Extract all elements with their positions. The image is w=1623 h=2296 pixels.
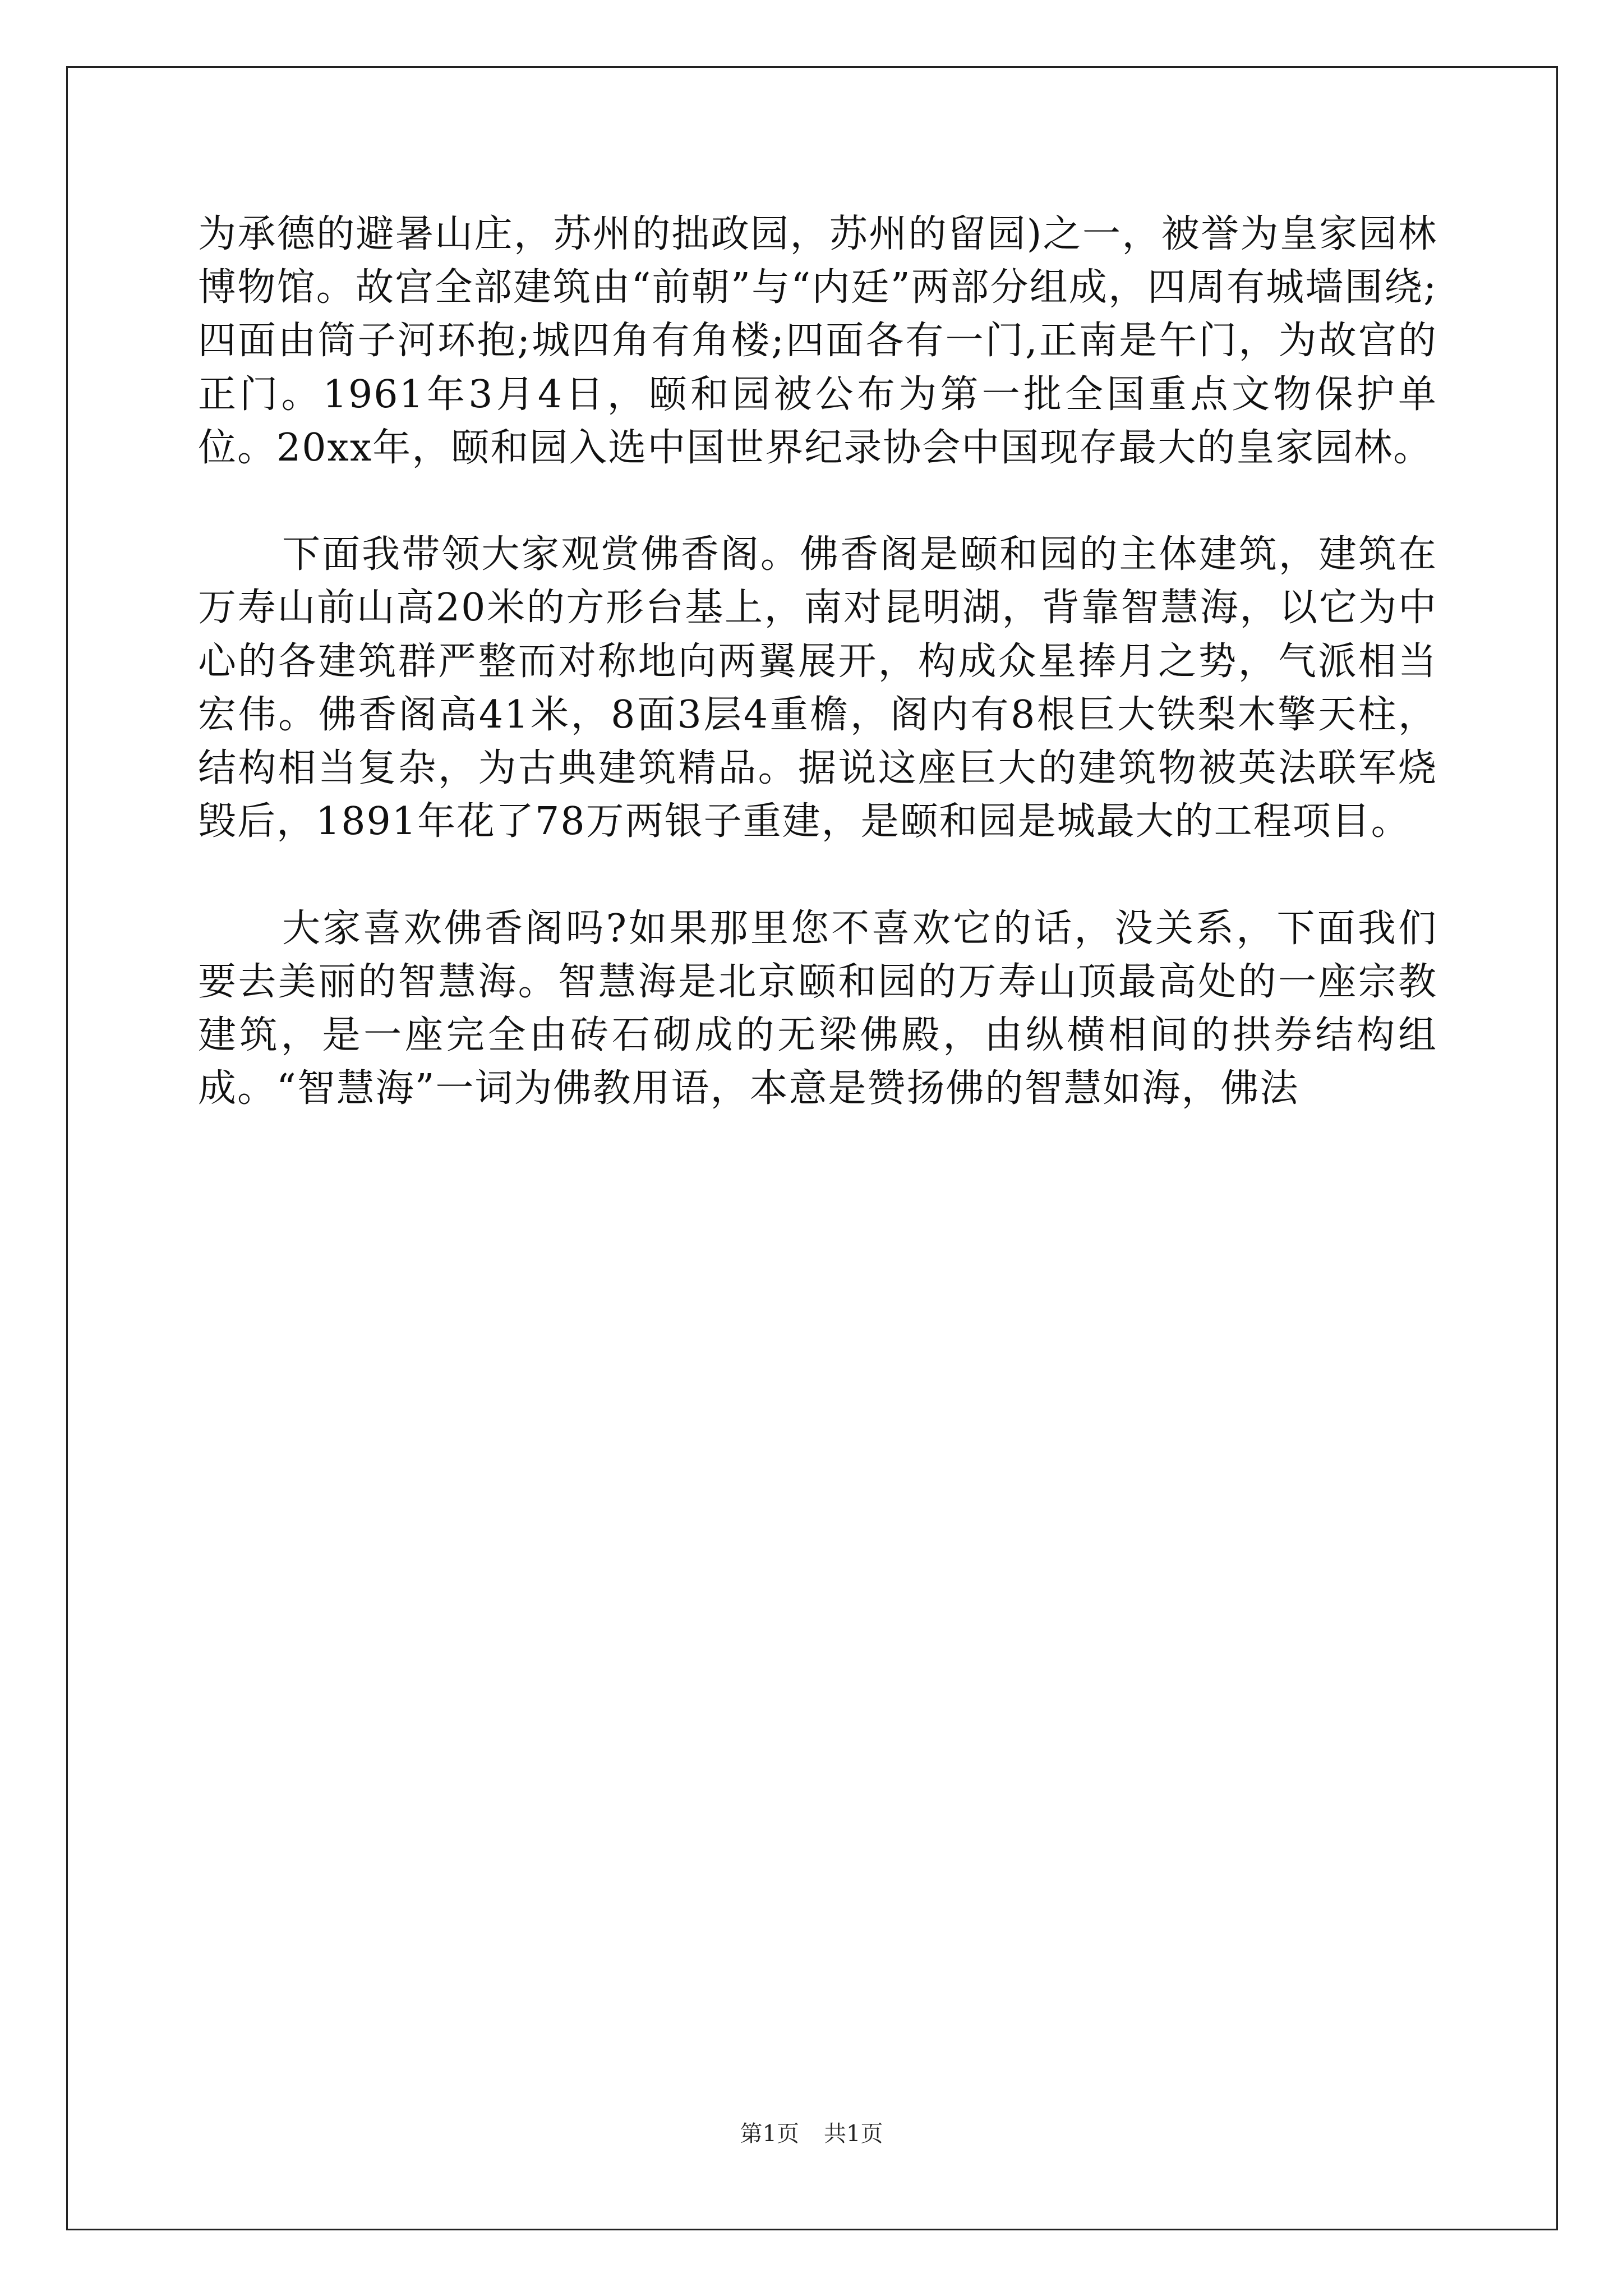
page-footer xyxy=(0,2118,1623,2150)
page-total: 共1页 xyxy=(824,2121,883,2147)
paragraph-1: 为承德的避暑山庄，苏州的拙政园，苏州的留园)之一，被誉为皇家园林博物馆。故宫全部建筑由“前朝”与“内廷”两部分组成，四周有城墙围绕;四面由筒子河环抱;城四角有角楼;四面各有一门,正南是午门，为故宫的正门。1961年3月4日，颐和园被公布为第一批全国重点文物保护单位。20xx年，颐和园入选中国世界纪录协会中国现存最大的皇家园林。 xyxy=(198,212,1437,470)
paragraph-2: 下面我带领大家观赏佛香阁。佛香阁是颐和园的主体建筑，建筑在万寿山前山高20米的方形台基上，南对昆明湖，背靠智慧海，以它为中心的各建筑群严整而对称地向两翼展开，构成众星捧月之势，气派相当宏伟。佛香阁高41米，8面3层4重檐，阁内有8根巨大铁梨木擎天柱，结构相当复杂，为古典建筑精品。据说这座巨大的建筑物被英法联军烧毁后，1891年花了78万两银子重建，是颐和园是城最大的工程项目。 xyxy=(198,532,1437,844)
page-number: 第1页 xyxy=(740,2121,799,2147)
document-body xyxy=(198,208,1437,1115)
paragraph-3: 大家喜欢佛香阁吗?如果那里您不喜欢它的话，没关系，下面我们要去美丽的智慧海。智慧海是北京颐和园的万寿山顶最高处的一座宗教建筑，是一座完全由砖石砌成的无梁佛殿，由纵横相间的拱券结构组成。“智慧海”一词为佛教用语，本意是赞扬佛的智慧如海，佛法 xyxy=(198,906,1437,1111)
